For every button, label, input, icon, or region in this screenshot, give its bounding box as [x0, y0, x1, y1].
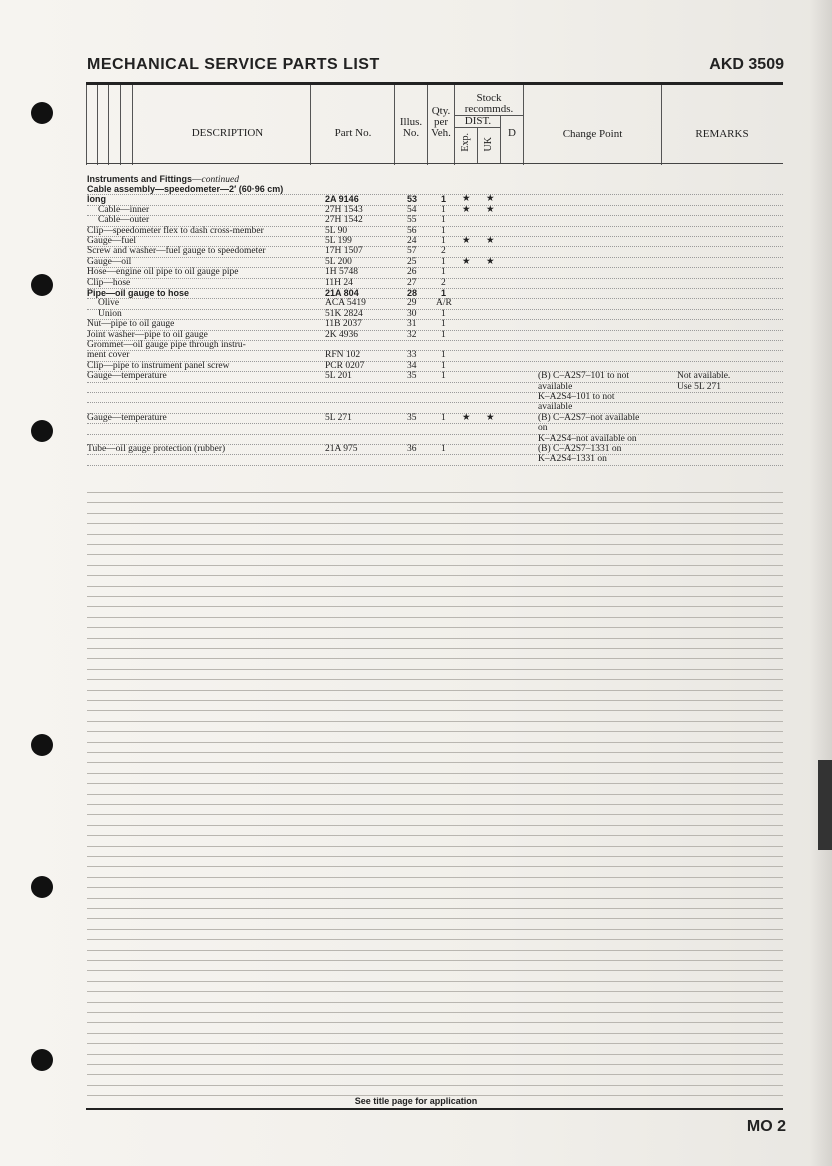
- ruled-line: [87, 648, 783, 649]
- row-qty: 1: [441, 308, 446, 319]
- row-qty: A/R: [436, 298, 452, 309]
- row-change-point: (B) C–A2S7–1331 on: [538, 444, 622, 454]
- row-description: Joint washer—pipe to oil gauge: [87, 329, 208, 340]
- row-part-no: 5L 90: [325, 225, 348, 236]
- row-description: Nut—pipe to oil gauge: [87, 319, 175, 330]
- page-number: MO 2: [746, 1118, 786, 1135]
- ruled-line: [87, 575, 783, 576]
- row-illus-no: 53: [407, 194, 418, 205]
- dist-subrule: [455, 127, 501, 128]
- row-change-point: (B) C–A2S7–101 to not: [538, 371, 630, 382]
- ruled-line: [87, 502, 783, 503]
- row-qty: 1: [441, 319, 446, 330]
- ruled-line: [87, 1085, 783, 1086]
- row-illus-no: 26: [407, 267, 417, 278]
- ruled-line: [87, 991, 783, 992]
- col-stock-recommds: recommds.: [464, 103, 514, 115]
- row-qty: 1: [441, 194, 447, 205]
- row-description: Clip—speedometer flex to dash cross-member: [87, 225, 264, 236]
- ruled-line: [87, 565, 783, 566]
- ruled-line: [87, 1033, 783, 1034]
- document-code: AKD 3509: [709, 56, 784, 73]
- ruled-line: [87, 1002, 783, 1003]
- header-remarks-column: [662, 85, 782, 165]
- header-bottom-rule: [86, 163, 783, 164]
- ruled-line: [87, 596, 783, 597]
- footer-note: See title page for application: [354, 1096, 478, 1106]
- col-qty-veh: Veh.: [431, 127, 451, 139]
- row-description: Pipe—oil gauge to hose: [87, 288, 190, 298]
- ruled-line: [87, 835, 783, 836]
- binder-hole: [31, 734, 53, 756]
- ruled-line: [87, 1064, 783, 1065]
- row-illus-no: 35: [407, 412, 417, 423]
- row-part-no: 1H 5748: [325, 267, 358, 278]
- ruled-line: [87, 523, 783, 524]
- row-illus-no: 36: [407, 444, 417, 454]
- row-part-no: RFN 102: [325, 350, 361, 361]
- row-illus-no: 56: [407, 225, 417, 236]
- ruled-line: [87, 1043, 783, 1044]
- col-qty: Qty.: [431, 105, 451, 117]
- row-description: Tube—oil gauge protection (rubber): [87, 444, 226, 454]
- row-illus-no: 33: [407, 350, 417, 361]
- row-exp-star: ★: [462, 204, 471, 215]
- row-qty: 1: [441, 225, 446, 236]
- row-qty: 1: [441, 236, 446, 246]
- row-part-no: 21A 804: [325, 288, 359, 298]
- row-part-no: 27H 1543: [325, 204, 363, 215]
- row-qty: 1: [441, 412, 446, 423]
- row-exp-star: ★: [462, 256, 471, 267]
- ruled-line: [87, 804, 783, 805]
- row-part-no: 5L 201: [325, 371, 352, 382]
- col-d: D: [508, 127, 516, 139]
- col-exp: Exp.: [460, 133, 471, 152]
- row-part-no: 21A 975: [325, 444, 358, 454]
- row-qty: 1: [441, 371, 446, 382]
- row-part-no: 27H 1542: [325, 215, 363, 226]
- row-qty: 1: [441, 444, 446, 454]
- ruled-line: [87, 918, 783, 919]
- row-qty: 1: [441, 350, 446, 361]
- page-edge-shadow: [810, 0, 832, 1166]
- row-qty: 1: [441, 288, 447, 298]
- ruled-line: [87, 752, 783, 753]
- row-illus-no: 28: [407, 288, 418, 298]
- row-change-point: available: [538, 402, 573, 413]
- ruled-line: [87, 825, 783, 826]
- ruled-line: [87, 846, 783, 847]
- header-part-column: [311, 85, 395, 165]
- ruled-line: [87, 492, 783, 493]
- row-change-point: K–A2S4–1331 on: [538, 454, 607, 465]
- row-description: Gauge—fuel: [87, 236, 137, 246]
- ruled-line: [87, 534, 783, 535]
- ruled-line: [87, 638, 783, 639]
- row-illus-no: 55: [407, 215, 417, 226]
- row-illus-no: 29: [407, 298, 417, 309]
- row-part-no: 11H 24: [325, 277, 353, 288]
- row-description: Screw and washer—fuel gauge to speedometer: [87, 246, 266, 257]
- header-column-divider: [121, 85, 133, 165]
- ruled-line: [87, 887, 783, 888]
- row-description: Gauge—temperature: [87, 371, 167, 382]
- row-qty: 1: [441, 256, 446, 267]
- row-description: Clip—hose: [87, 277, 131, 288]
- exp-uk-divider: [477, 127, 478, 163]
- row-illus-no: 30: [407, 308, 417, 319]
- row-change-point: K–A2S4–101 to not: [538, 392, 615, 402]
- ruled-line: [87, 856, 783, 857]
- row-change-point: (B) C–A2S7–not available: [538, 412, 640, 423]
- row-qty: 1: [441, 329, 446, 340]
- col-dist: DIST.: [464, 115, 492, 127]
- row-qty: 1: [441, 215, 446, 226]
- ruled-line: [87, 898, 783, 899]
- row-exp-star: ★: [462, 194, 471, 205]
- ruled-line: [87, 513, 783, 514]
- row-part-no: 17H 1507: [325, 246, 363, 257]
- row-illus-no: 25: [407, 256, 417, 267]
- header-description-column: [133, 85, 311, 165]
- col-illus: Illus.: [399, 116, 423, 128]
- row-part-no: PCR 0207: [325, 360, 365, 371]
- row-description: Cable—outer: [98, 215, 150, 226]
- row-uk-star: ★: [486, 256, 495, 267]
- ruled-line: [87, 627, 783, 628]
- binder-hole: [31, 420, 53, 442]
- ruled-line: [87, 710, 783, 711]
- index-tab: [818, 760, 832, 850]
- row-illus-no: 31: [407, 319, 417, 330]
- col-stock: Stock: [476, 92, 502, 104]
- row-part-no: 5L 271: [325, 412, 352, 423]
- ruled-line: [87, 950, 783, 951]
- row-illus-no: 57: [407, 246, 417, 257]
- row-change-point: K–A2S4–not available on: [538, 433, 637, 444]
- ruled-line: [87, 981, 783, 982]
- ruled-line: [87, 814, 783, 815]
- ruled-line: [87, 1022, 783, 1023]
- row-qty: 2: [441, 246, 446, 257]
- ruled-line: [87, 929, 783, 930]
- row-illus-no: 34: [407, 360, 417, 371]
- binder-hole: [31, 274, 53, 296]
- row-description: Olive: [98, 298, 120, 309]
- row-uk-star: ★: [486, 204, 495, 215]
- row-part-no: ACA 5419: [325, 298, 366, 309]
- ruled-line: [87, 1012, 783, 1013]
- header-column-divider: [109, 85, 121, 165]
- col-qty-per: per: [433, 116, 449, 128]
- ruled-line: [87, 742, 783, 743]
- row-description: Union: [98, 308, 122, 319]
- binder-hole: [31, 1049, 53, 1071]
- ruled-line: [87, 721, 783, 722]
- ruled-line: [87, 690, 783, 691]
- row-qty: 1: [441, 360, 446, 371]
- row-description: Grommet—oil gauge pipe through instru-: [87, 340, 246, 350]
- row-qty: 1: [441, 267, 446, 278]
- ruled-line: [87, 908, 783, 909]
- section-heading-text: Instruments and Fittings: [87, 174, 193, 184]
- ruled-line: [87, 877, 783, 878]
- ruled-line: [87, 679, 783, 680]
- row-description: Clip—pipe to instrument panel screw: [87, 360, 230, 371]
- ruled-line: [87, 960, 783, 961]
- row-change-point: available: [538, 381, 573, 392]
- ruled-line: [87, 658, 783, 659]
- page-title: MECHANICAL SERVICE PARTS LIST: [87, 56, 380, 73]
- col-uk: UK: [483, 137, 494, 152]
- col-part-no: Part No.: [334, 127, 372, 139]
- ruled-line: [87, 1074, 783, 1075]
- col-change-point: Change Point: [562, 128, 623, 140]
- row-uk-star: ★: [486, 236, 495, 246]
- col-remarks: REMARKS: [695, 128, 749, 140]
- row-description: Gauge—oil: [87, 256, 132, 267]
- section-heading: Instruments and Fittings—continued: [87, 174, 239, 185]
- row-exp-star: ★: [462, 412, 471, 423]
- ruled-line: [87, 617, 783, 618]
- row-description: Hose—engine oil pipe to oil gauge pipe: [87, 267, 239, 278]
- row-uk-star: ★: [486, 194, 495, 205]
- ruled-line: [87, 866, 783, 867]
- row-qty: 1: [441, 204, 446, 215]
- ruled-line: [87, 783, 783, 784]
- ruled-line: [87, 586, 783, 587]
- ruled-line: [87, 700, 783, 701]
- ruled-line: [87, 669, 783, 670]
- ruled-line: [87, 762, 783, 763]
- ruled-line: [87, 554, 783, 555]
- col-illus-no: No.: [402, 127, 420, 139]
- header-column-divider: [97, 85, 109, 165]
- ruled-line: [87, 939, 783, 940]
- bottom-rule: [86, 1108, 783, 1110]
- row-description: Cable assembly—speedometer—2′ (60·96 cm): [87, 184, 284, 194]
- row-change-point: on: [538, 423, 548, 434]
- row-illus-no: 35: [407, 371, 417, 382]
- ruled-line: [87, 1054, 783, 1055]
- row-description: Cable—inner: [98, 204, 150, 215]
- binder-hole: [31, 102, 53, 124]
- row-remarks: Not available.: [677, 371, 731, 382]
- row-part-no: 2A 9146: [325, 194, 359, 205]
- row-part-no: 2K 4936: [325, 329, 358, 340]
- ruled-line: [87, 544, 783, 545]
- binder-hole: [31, 876, 53, 898]
- col-description: DESCRIPTION: [191, 127, 264, 139]
- table-row: [87, 454, 783, 465]
- row-uk-star: ★: [486, 412, 495, 423]
- ruled-line: [87, 794, 783, 795]
- row-description: ment cover: [87, 350, 130, 361]
- row-qty: 2: [441, 277, 446, 288]
- row-description: long: [87, 194, 106, 205]
- row-remarks: Use 5L 271: [677, 381, 721, 392]
- header-change-column: [524, 85, 662, 165]
- ruled-line: [87, 731, 783, 732]
- row-part-no: 5L 200: [325, 256, 352, 267]
- ruled-line: [87, 773, 783, 774]
- row-part-no: 5L 199: [325, 236, 352, 246]
- row-illus-no: 54: [407, 204, 417, 215]
- ruled-line: [87, 606, 783, 607]
- row-illus-no: 27: [407, 277, 417, 288]
- row-exp-star: ★: [462, 236, 471, 246]
- row-illus-no: 24: [407, 236, 417, 246]
- row-description: Gauge—temperature: [87, 412, 167, 423]
- ruled-line: [87, 970, 783, 971]
- section-heading-suffix: continued: [201, 175, 239, 185]
- row-part-no: 11B 2037: [325, 319, 362, 330]
- row-illus-no: 32: [407, 329, 417, 340]
- row-part-no: 51K 2824: [325, 308, 363, 319]
